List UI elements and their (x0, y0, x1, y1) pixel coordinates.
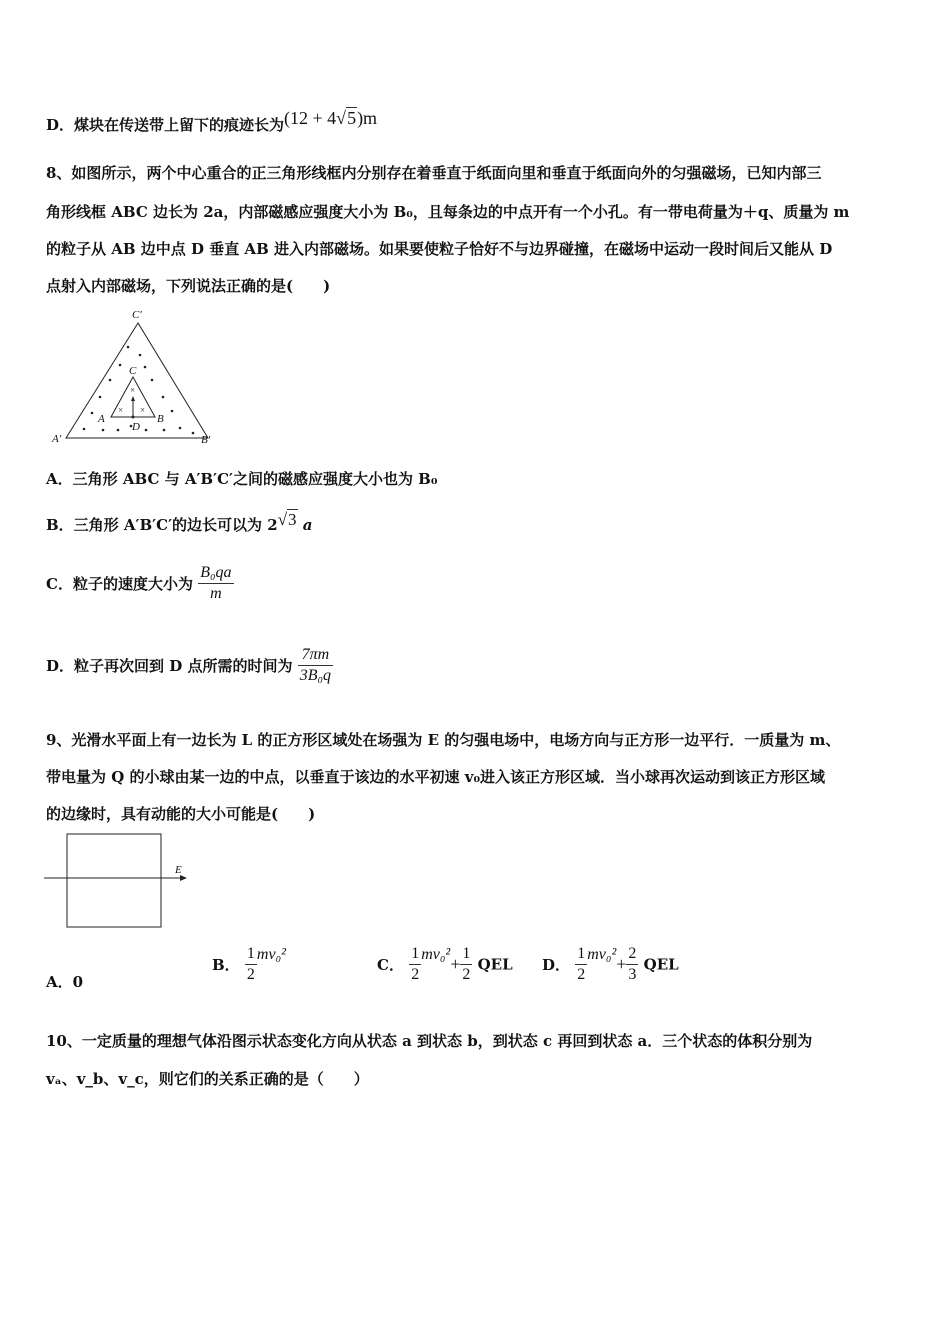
plus-sign: + (450, 954, 461, 974)
frac-den: 2 (462, 966, 471, 983)
q9-stem-line2: 带电量为 Q 的小球由某一边的中点，以垂直于该边的水平初速 v₀进入该正方形区域．当小球再次运动到该正方形区域 (46, 768, 826, 786)
label-c: C (129, 365, 137, 377)
q9-option-c[interactable] (377, 944, 513, 985)
q9-option-c-expr: mv₀² (421, 945, 451, 963)
label-a: A (98, 413, 105, 425)
q9-option-b-expr: mv₀² (256, 945, 286, 963)
label-b-prime: B′ (201, 434, 211, 446)
q9-option-d[interactable] (542, 944, 679, 985)
q9-option-d-fraction-1 (575, 944, 587, 985)
q9-option-c-label: C． (377, 956, 404, 974)
q8-option-a[interactable]: A．三角形 ABC 与 A′B′C′之间的磁感应强度大小也为 B₀ (46, 470, 438, 488)
q9-option-d-fraction-2 (626, 944, 638, 985)
q8-option-b[interactable] (46, 510, 313, 535)
q8-option-b-rad: 3 (288, 510, 297, 529)
q8-option-c-text: C．粒子的速度大小为 (46, 575, 193, 593)
q8-option-d-text: D．粒子再次回到 D 点所需的时间为 (46, 657, 293, 675)
q8-stem-line4: 点射入内部磁场，下列说法正确的是( ) (46, 277, 331, 295)
q9-option-c-tail: QEL (477, 955, 513, 974)
frac-num: 2 (626, 944, 638, 965)
plus-sign: + (616, 954, 627, 974)
frac-den: 2 (577, 966, 586, 983)
q9-option-c-fraction-2 (460, 944, 472, 985)
q7-option-d-text: D．煤块在传送带上留下的痕迹长为 (46, 116, 285, 134)
svg-text:×: × (140, 405, 146, 415)
q8-option-c-den: m (210, 585, 222, 602)
q8-option-d[interactable] (46, 645, 333, 686)
frac-num: 1 (409, 944, 421, 965)
q8-option-d-den: 3B₀q (299, 667, 332, 684)
label-a-prime: A′ (52, 433, 62, 445)
frac-den: 2 (411, 966, 420, 983)
square-region (67, 834, 161, 927)
svg-text:×: × (130, 385, 136, 395)
q9-option-b[interactable] (212, 944, 286, 985)
q8-option-d-num: 7πm (298, 645, 333, 666)
q7-option-d (46, 108, 378, 135)
q9-option-d-expr: mv₀² (587, 945, 617, 963)
q7-math-a: (12 + 4 (284, 108, 337, 128)
q10-stem-line2: vₐ、v_b、v_c，则它们的关系正确的是（ ） (46, 1070, 369, 1088)
q8-option-d-fraction (298, 645, 333, 686)
q9-option-b-fraction (245, 944, 257, 985)
q9-stem-line3: 的边缘时，具有动能的大小可能是( ) (46, 805, 316, 823)
q8-option-c[interactable] (46, 563, 234, 604)
q7-math-rad: 5 (347, 108, 357, 128)
q8-option-c-num: B₀qa (198, 563, 233, 584)
q9-option-b-label: B． (212, 956, 240, 974)
q7-option-d-math: (12 + 4√5)m (284, 108, 378, 128)
q9-option-d-label: D． (542, 956, 571, 974)
q9-stem-line1: 9、光滑水平面上有一边长为 L 的正方形区域处在场强为 E 的匀强电场中，电场方向与正方形一边平行．一质量为 m、 (46, 731, 841, 749)
q8-stem-line3: 的粒子从 AB 边中点 D 垂直 AB 进入内部磁场。如果要使粒子恰好不与边界碰撞，在磁场中运动一段时间后又能从 D (46, 240, 833, 258)
frac-num: 1 (575, 944, 587, 965)
q7-math-b: )m (357, 108, 378, 128)
q8-triangle-figure (48, 305, 228, 450)
svg-text:×: × (118, 405, 124, 415)
q9-option-d-tail: QEL (643, 955, 679, 974)
q8-stem-line1: 8、如图所示，两个中心重合的正三角形线框内分别存在着垂直于纸面向里和垂直于纸面向外的匀强磁场，已知内部三 (46, 164, 822, 182)
q8-stem-line2: 角形线框 ABC 边长为 2a，内部磁感应强度大小为 B₀，且每条边的中点开有一个小孔。有一带电荷量为＋q、质量为 m (46, 203, 850, 221)
label-d: D (132, 421, 140, 433)
field-label-e: E (175, 864, 182, 876)
q8-option-c-fraction (198, 563, 233, 604)
label-c-prime: C′ (132, 309, 142, 321)
q8-option-b-tail: a (302, 516, 313, 534)
frac-num: 1 (460, 944, 472, 965)
q9-option-a[interactable]: A．0 (46, 973, 84, 991)
frac-num: 1 (245, 944, 257, 965)
q9-option-c-fraction-1 (409, 944, 421, 985)
q10-stem-line1: 10、一定质量的理想气体沿图示状态变化方向从状态 a 到状态 b，到状态 c 再回到状态 a．三个状态的体积分别为 (46, 1032, 813, 1050)
frac-den: 3 (628, 966, 637, 983)
q9-square-field-figure (44, 830, 194, 932)
frac-den: 2 (246, 966, 255, 983)
label-b: B (157, 413, 164, 425)
q8-option-b-text: B．三角形 A′B′C′的边长可以为 2 (46, 516, 278, 534)
q8-option-b-radical: √3 (277, 510, 297, 529)
